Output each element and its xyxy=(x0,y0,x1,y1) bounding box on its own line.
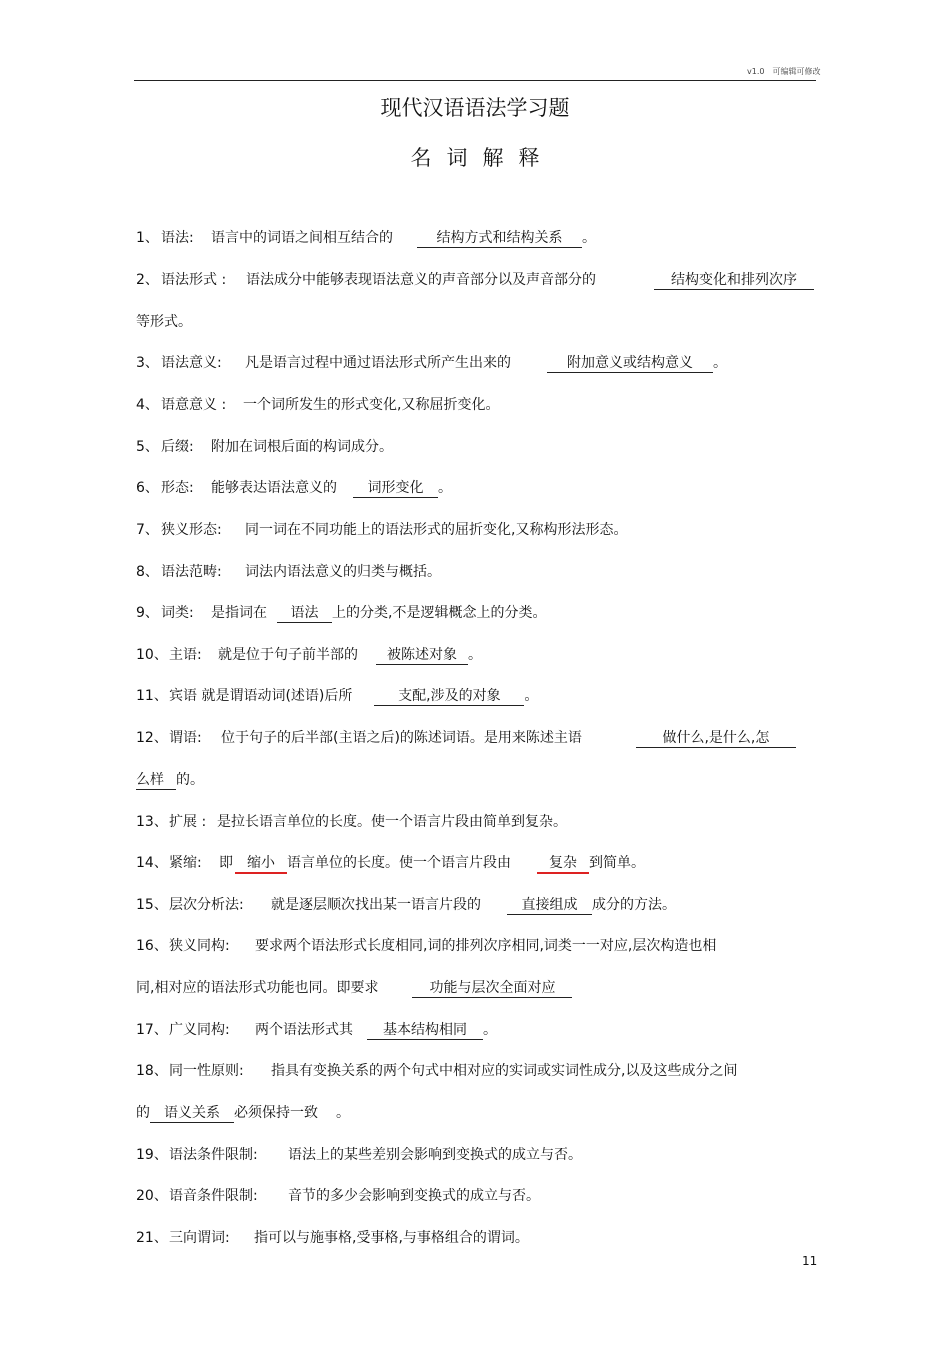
entry-number: 14、 xyxy=(136,855,168,871)
entry-6 xyxy=(136,478,836,498)
entry-5 xyxy=(136,437,836,457)
entry-4 xyxy=(136,395,836,415)
entry-text: 语言中的词语之间相互结合的 xyxy=(211,230,393,246)
entry-text: 是指词在 xyxy=(211,605,267,621)
answer-blank: 结构方式和结构关系 xyxy=(417,230,582,248)
answer-blank: 语义关系 xyxy=(150,1105,234,1123)
entry-after: 。 xyxy=(438,480,452,496)
entry-text: 位于句子的后半部(主语之后)的陈述词语。是用来陈述主语 xyxy=(221,730,582,746)
entry-number: 16、 xyxy=(136,938,168,954)
entry-text: 是拉长语言单位的长度。使一个语言片段由简单到复杂。 xyxy=(217,814,567,830)
answer-blank: 结构变化和排列次序 xyxy=(654,272,814,290)
entry-after: 。 xyxy=(483,1022,497,1038)
entry-after: 到简单。 xyxy=(589,855,645,871)
entry-number: 7、 xyxy=(136,522,159,538)
entry-number: 12、 xyxy=(136,730,168,746)
entry-term: 广义同构: xyxy=(169,1022,230,1038)
entry-term: 层次分析法: xyxy=(169,897,244,913)
entry-term: 狭义同构: xyxy=(169,938,230,954)
entry-term: 紧缩: xyxy=(169,855,202,871)
answer-blank: 词形变化 xyxy=(353,480,438,498)
answer-blank: 直接组成 xyxy=(507,897,592,915)
page-subtitle: 名词解释 xyxy=(410,146,555,170)
entry-text: 即 xyxy=(219,855,233,871)
entry-2-continued xyxy=(136,312,836,332)
entry-term: 主语: xyxy=(169,647,202,663)
answer-blank: 做什么,是什么,怎 xyxy=(636,730,796,748)
entry-20 xyxy=(136,1186,836,1206)
entry-number: 1、 xyxy=(136,230,159,246)
entry-21 xyxy=(136,1228,836,1248)
header-version-note: v1.0 可编辑可修改 xyxy=(747,67,821,76)
entry-12 xyxy=(136,728,836,748)
entry-text: 指具有变换关系的两个句式中相对应的实词或实词性成分,以及这些成分之间 xyxy=(271,1063,738,1079)
entry-number: 21、 xyxy=(136,1230,168,1246)
entry-text: 能够表达语法意义的 xyxy=(211,480,337,496)
entry-number: 18、 xyxy=(136,1063,168,1079)
entry-8 xyxy=(136,562,836,582)
entry-continuation: 同,相对应的语法形式功能也同。即要求 xyxy=(136,980,379,996)
entry-term: 语法意义: xyxy=(161,355,222,371)
answer-blank: 功能与层次全面对应 xyxy=(412,980,572,998)
entry-term: 后缀: xyxy=(161,439,194,455)
entry-2 xyxy=(136,270,836,290)
entry-number: 3、 xyxy=(136,355,159,371)
entry-continuation-after: 必须保持一致 xyxy=(234,1105,318,1121)
entry-7 xyxy=(136,520,836,540)
entry-term: 语音条件限制: xyxy=(169,1188,258,1204)
entry-1 xyxy=(136,228,836,248)
entry-term: 词类: xyxy=(161,605,194,621)
page-number: 11 xyxy=(802,1254,818,1268)
entry-term: 狭义形态: xyxy=(161,522,222,538)
entry-term: 语法形式 : xyxy=(161,272,227,288)
entry-11 xyxy=(136,686,836,706)
entry-number: 15、 xyxy=(136,897,168,913)
entry-14 xyxy=(136,853,836,874)
answer-blank-continued: 么样 xyxy=(136,772,176,790)
entry-text: 就是位于句子前半部的 xyxy=(218,647,358,663)
entry-text: 语法上的某些差别会影响到变换式的成立与否。 xyxy=(288,1147,582,1163)
entry-number: 8、 xyxy=(136,564,159,580)
entry-number: 17、 xyxy=(136,1022,168,1038)
answer-blank: 被陈述对象 xyxy=(376,647,468,665)
entry-term: 形态: xyxy=(161,480,194,496)
entry-continuation: 的 xyxy=(136,1105,150,1121)
entry-text: 一个词所发生的形式变化,又称屈折变化。 xyxy=(243,397,500,413)
entry-term: 语法范畴: xyxy=(161,564,222,580)
entry-after: 上的分类,不是逻辑概念上的分类。 xyxy=(332,605,547,621)
answer-blank: 语法 xyxy=(277,605,332,623)
entry-after: 。 xyxy=(582,230,596,246)
entry-number: 13、 xyxy=(136,814,168,830)
entry-number: 19、 xyxy=(136,1147,168,1163)
entry-17 xyxy=(136,1020,836,1040)
entry-number: 11、 xyxy=(136,688,168,704)
entry-term: 宾语 就是谓语动词(述语)后所 xyxy=(169,688,353,704)
entry-after: 。 xyxy=(468,647,482,663)
entry-text: 指可以与施事格,受事格,与事格组合的谓词。 xyxy=(254,1230,529,1246)
entry-text: 同一词在不同功能上的语法形式的屈折变化,又称构形法形态。 xyxy=(245,522,628,538)
page-title: 现代汉语语法学习题 xyxy=(380,96,570,120)
entry-text: 词法内语法意义的归类与概括。 xyxy=(245,564,441,580)
entry-10 xyxy=(136,645,836,665)
entry-16 xyxy=(136,936,836,956)
entry-after: 成分的方法。 xyxy=(592,897,676,913)
answer-blank: 缩小 xyxy=(235,855,287,874)
entry-19 xyxy=(136,1145,836,1165)
entry-after: 。 xyxy=(524,688,539,704)
entry-term: 语意意义 : xyxy=(161,397,227,413)
entry-15 xyxy=(136,895,836,915)
entry-mid: 语言单位的长度。使一个语言片段由 xyxy=(287,855,511,871)
entry-text: 凡是语言过程中通过语法形式所产生出来的 xyxy=(245,355,511,371)
entry-number: 20、 xyxy=(136,1188,168,1204)
entry-term: 谓语: xyxy=(169,730,202,746)
entry-text: 两个语法形式其 xyxy=(255,1022,353,1038)
answer-blank: 支配,涉及的对象 xyxy=(374,688,524,706)
entry-18-continued xyxy=(136,1103,836,1123)
entry-term: 语法: xyxy=(161,230,194,246)
entry-text: 就是逐层顺次找出某一语言片段的 xyxy=(271,897,481,913)
entry-number: 6、 xyxy=(136,480,159,496)
entry-term: 扩展 : xyxy=(169,814,207,830)
entry-number: 4、 xyxy=(136,397,159,413)
entry-text: 语法成分中能够表现语法意义的声音部分以及声音部分的 xyxy=(246,272,596,288)
entry-term: 同一性原则: xyxy=(169,1063,244,1079)
entry-text: 音节的多少会影响到变换式的成立与否。 xyxy=(288,1188,540,1204)
entry-number: 10、 xyxy=(136,647,168,663)
entry-18 xyxy=(136,1061,836,1081)
entry-text: 要求两个语法形式长度相同,词的排列次序相同,词类一一对应,层次构造也相 xyxy=(255,938,717,954)
entry-3 xyxy=(136,353,836,373)
entry-number: 9、 xyxy=(136,605,159,621)
entry-term: 三向谓词: xyxy=(169,1230,230,1246)
answer-blank: 附加意义或结构意义 xyxy=(547,355,713,373)
entry-number: 2、 xyxy=(136,272,159,288)
entry-16-continued xyxy=(136,978,836,998)
entry-text: 附加在词根后面的构词成分。 xyxy=(211,439,393,455)
answer-blank-2: 复杂 xyxy=(537,855,589,874)
entry-term: 语法条件限制: xyxy=(169,1147,258,1163)
entry-number: 5、 xyxy=(136,439,159,455)
entry-continuation: 等形式。 xyxy=(136,314,192,330)
entry-after: 。 xyxy=(713,355,727,371)
entry-13 xyxy=(136,812,836,832)
entry-12-continued xyxy=(136,770,836,790)
entry-end: 。 xyxy=(336,1105,350,1121)
entry-continuation: 的。 xyxy=(176,772,204,788)
answer-blank: 基本结构相同 xyxy=(367,1022,483,1040)
entry-9 xyxy=(136,603,836,623)
header-divider xyxy=(134,80,816,81)
